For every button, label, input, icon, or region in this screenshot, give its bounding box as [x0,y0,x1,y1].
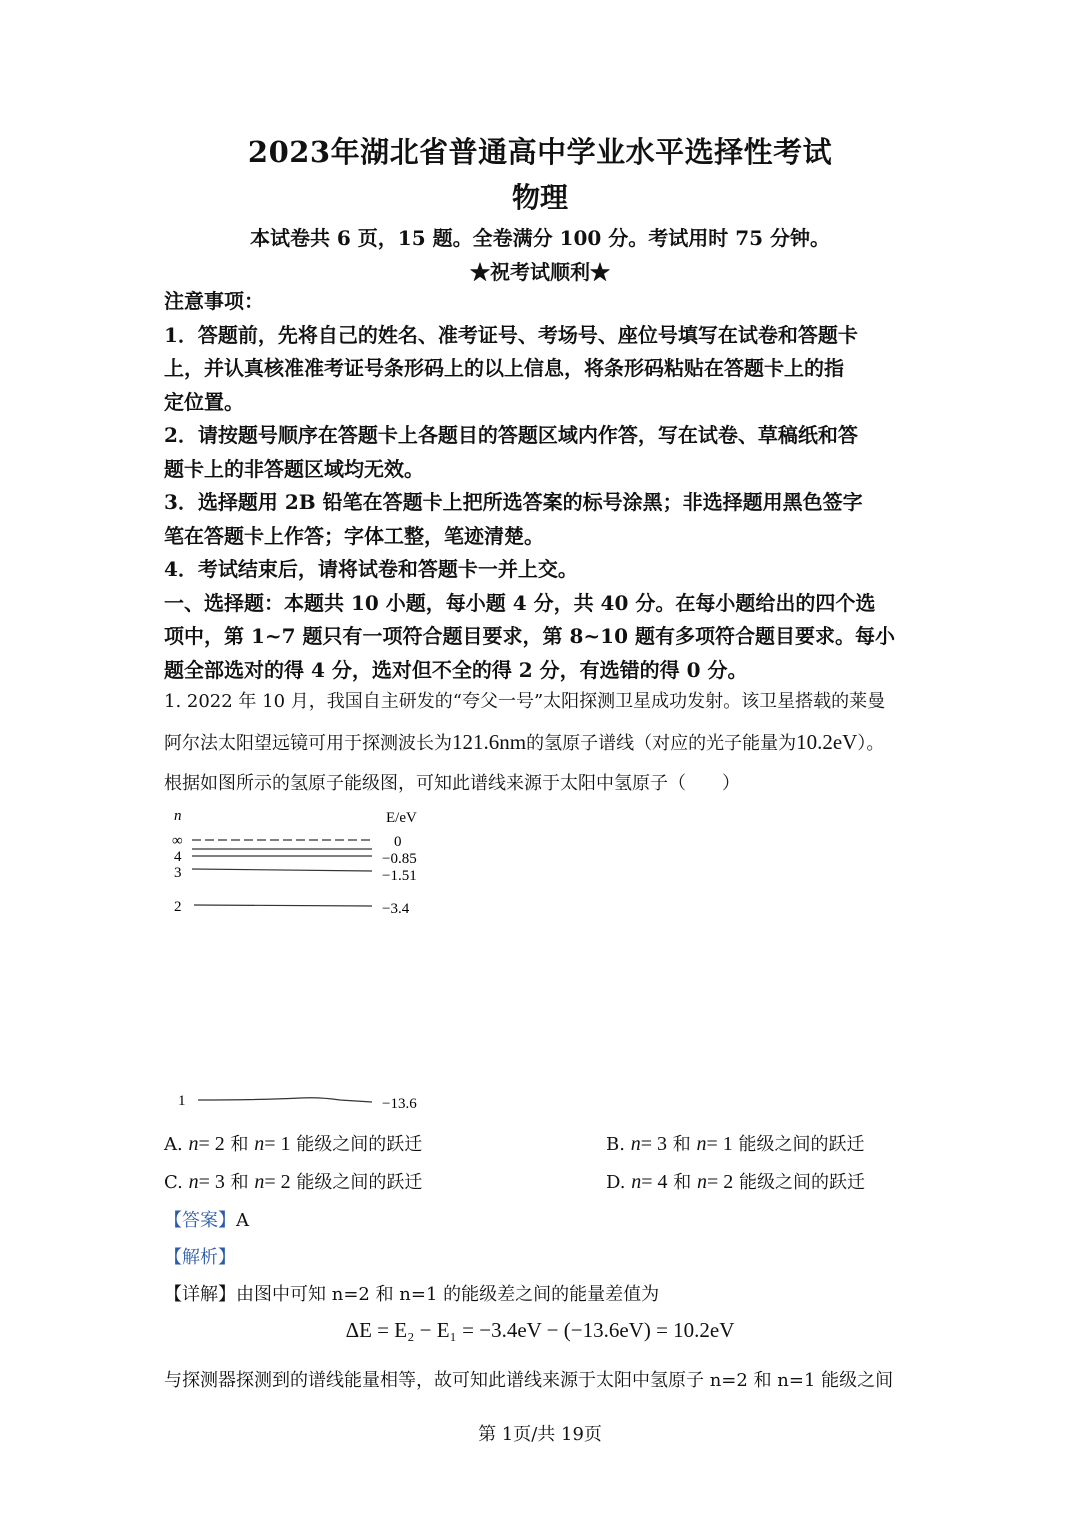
option-label: A. [164,1134,183,1155]
option-and: 和 [672,1134,691,1155]
option-var: n [696,1133,707,1155]
energy-axis-label: E/eV [386,810,417,826]
option-var: n [254,1171,265,1193]
option-val: = 3 [640,1133,667,1155]
option-d[interactable] [606,1168,865,1194]
notes-line: 4．考试结束后，请将试卷和答题卡一并上交。 [164,557,578,581]
page-number: 第 1页/共 19页 [478,1424,602,1445]
option-tail: 能级之间的跃迁 [296,1172,423,1193]
option-val: = 2 [264,1171,291,1193]
exam-wish: ★祝考试顺利★ [470,260,610,284]
level-energy-label: −1.51 [382,868,417,884]
answer-line [164,1206,249,1232]
level-energy-label: −0.85 [382,851,417,867]
option-label: C. [164,1172,183,1193]
notes-line: 1．答题前，先将自己的姓名、准考证号、考场号、座位号填写在试卷和答题卡 [164,322,858,347]
option-val: = 2 [707,1171,734,1193]
option-tail: 能级之间的跃迁 [739,1172,866,1193]
conclusion-line: 与探测器探测到的谱线能量相等，故可知此谱线来源于太阳中氢原子 n=2 和 n=1 能级之间 [164,1370,894,1391]
level-line-2 [194,905,372,906]
question-1-text: 的氢原子谱线（对应的光子能量为 [526,733,797,754]
option-var: n [254,1133,265,1155]
notes-line: 2．请按题号顺序在答题卡上各题目的答题区域内作答，写在试卷、草稿纸和答 [164,423,858,447]
option-var: n [697,1171,707,1193]
option-and: 和 [230,1134,249,1155]
option-var: n [188,1133,199,1155]
option-val: = 4 [641,1171,668,1193]
section-line: 题全部选对的得 4 分，选对但不全的得 2 分，有选错的得 0 分。 [164,657,748,682]
n-axis-label: n [174,808,182,824]
option-b[interactable] [606,1130,864,1156]
option-val: = 2 [198,1133,225,1155]
level-n-label: 1 [178,1093,186,1109]
detail-line [164,1280,659,1306]
answer-value: A [236,1210,249,1231]
question-1-text: 阿尔法太阳望远镜可用于探测波长为 [164,733,452,754]
detail-text: 由图中可知 n=2 和 n=1 的能级差之间的能量差值为 [236,1284,660,1305]
energy-equation: ΔE = E₂ − E₁ = −3.4eV − (−13.6eV) = 10.2eV [345,1318,735,1342]
section-line: 项中，第 1~7 题只有一项符合题目要求，第 8~10 题有多项符合题目要求。每小 [164,624,895,648]
notes-heading: 注意事项： [164,289,264,313]
option-tail: 能级之间的跃迁 [296,1134,423,1155]
option-var: n [631,1171,642,1193]
option-val: = 1 [264,1133,291,1155]
notes-line: 3．选择题用 2B 铅笔在答题卡上把所选答案的标号涂黑；非选择题用黑色签字 [164,490,863,514]
notes-line: 定位置。 [164,389,244,414]
answer-tag: 【答案】 [164,1210,236,1231]
level-energy-label: −3.4 [382,901,410,917]
option-a[interactable] [164,1130,422,1156]
option-and: 和 [673,1172,692,1193]
notes-line: 笔在答题卡上作答；字体工整，笔迹清楚。 [164,523,544,548]
detail-tag: 【详解】 [164,1284,236,1305]
section-line: 一、选择题：本题共 10 小题，每小题 4 分，共 40 分。在每小题给出的四个选 [164,590,876,615]
level-line-1 [198,1098,372,1102]
question-1 [164,682,954,804]
question-1-line: 1. 2022 年 10 月，我国自主研发的“夸父一号”太阳探测卫星成功发射。该卫星搭载的莱曼 [164,691,886,712]
level-energy-label: 0 [394,834,402,850]
energy-level-diagram [160,800,460,1120]
level-energy-label: −13.6 [382,1096,417,1112]
question-1-line: 根据如图所示的氢原子能级图，可知此谱线来源于太阳中氢原子（ ） [164,773,740,794]
option-c[interactable] [164,1168,422,1194]
wavelength-value: 121.6nm [452,730,527,754]
option-val: = 3 [198,1171,225,1193]
level-n-label: 2 [174,899,182,915]
option-var: n [188,1171,199,1193]
question-1-text: ）。 [857,733,885,754]
notes-section [164,285,924,687]
notes-line: 题卡上的非答题区域均无效。 [164,456,424,481]
exam-info: 本试卷共 6 页，15 题。全卷满分 100 分。考试用时 75 分钟。 [249,226,831,250]
level-n-label: 3 [174,865,182,881]
option-tail: 能级之间的跃迁 [738,1134,865,1155]
exam-subject: 物理 [511,181,568,214]
energy-value: 10.2eV [796,730,858,754]
option-label: B. [606,1134,625,1155]
option-and: 和 [230,1172,249,1193]
exam-title: 2023年湖北省普通高中学业水平选择性考试 [247,135,833,169]
analysis-tag: 【解析】 [164,1247,236,1268]
level-line-3 [192,869,372,871]
level-n-label: 4 [174,849,182,865]
notes-line: 上，并认真核准准考证号条形码上的以上信息，将条形码粘贴在答题卡上的指 [164,356,844,380]
analysis-line [164,1243,236,1269]
question-1-line [164,722,954,764]
option-var: n [630,1133,641,1155]
level-n-label: ∞ [172,833,183,849]
option-val: = 1 [706,1133,733,1155]
option-label: D. [606,1172,626,1193]
